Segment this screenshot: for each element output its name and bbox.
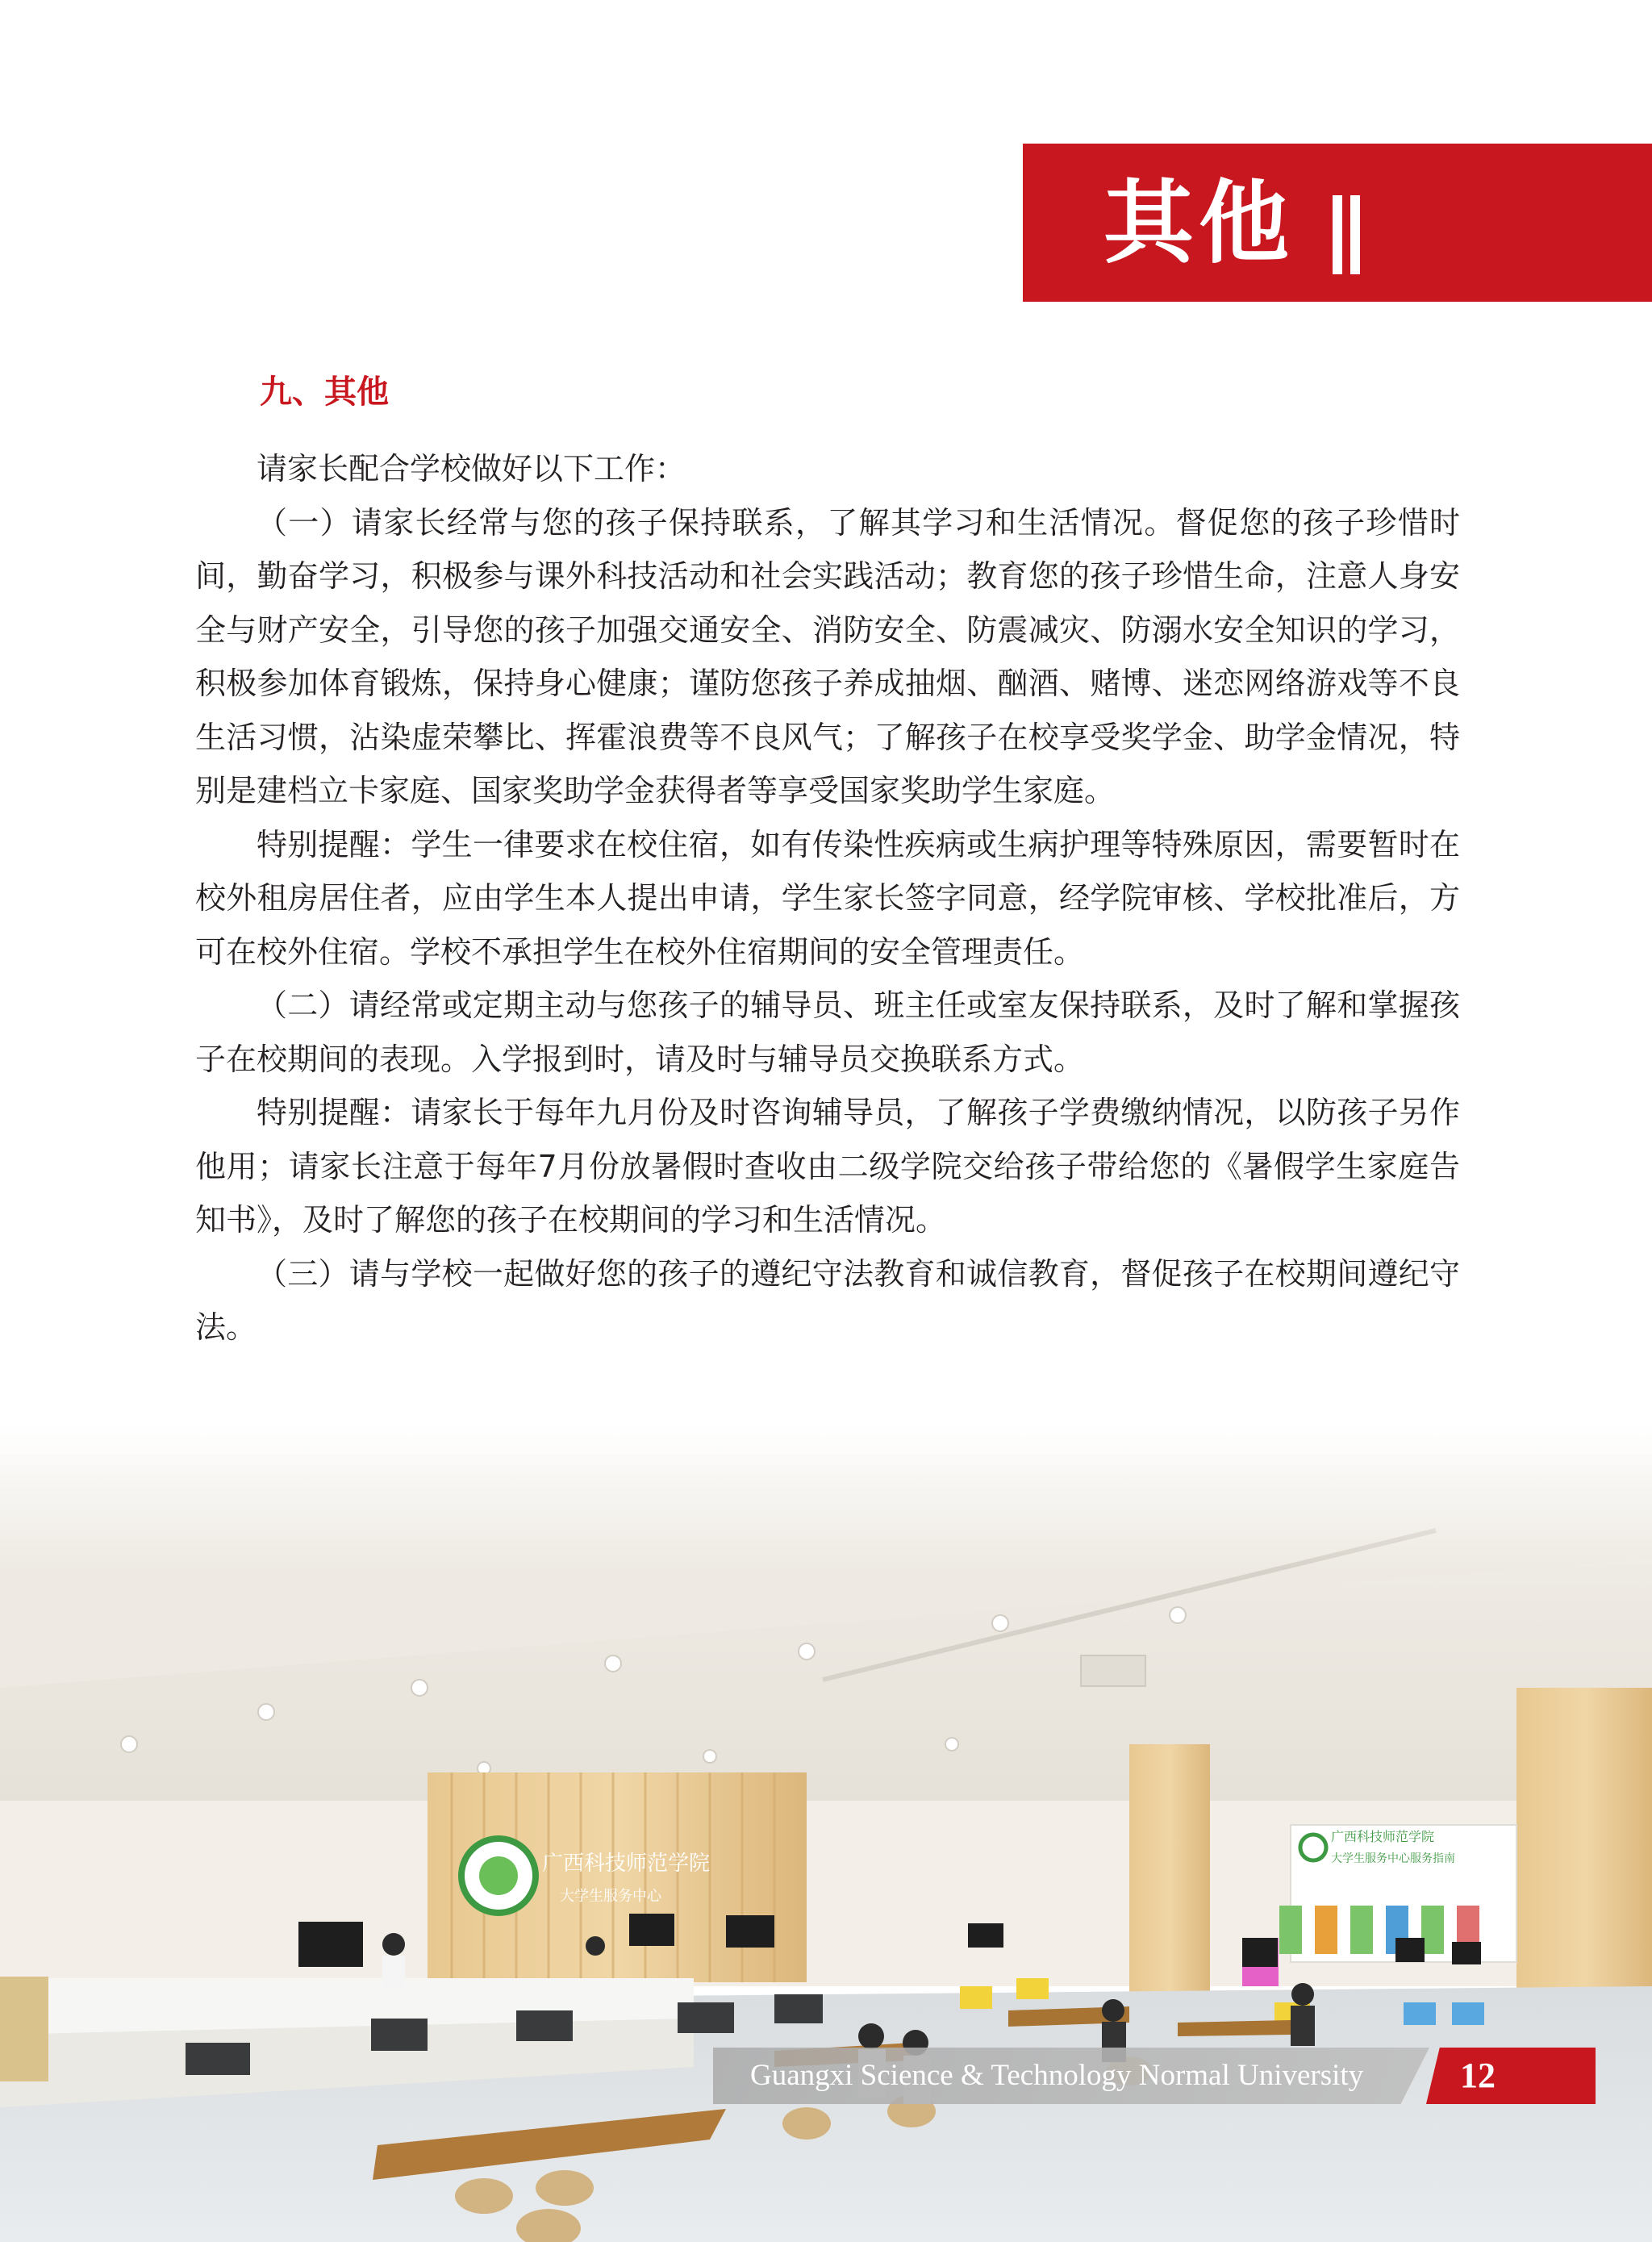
paragraph-reminder-2: 特别提醒：请家长于每年九月份及时咨询辅导员，了解孩子学费缴纳情况，以防孩子另作他用；请家长注意于每年7月份放暑假时查收由二级学院交给孩子带给您的《暑假学生家庭告知书》，及时了解您的孩子在校期间的学习和生活情况。	[195, 1095, 1460, 1238]
paragraph-intro: 请家长配合学校做好以下工作：	[257, 451, 686, 486]
university-name: Guangxi Science & Technology Normal University	[750, 2059, 1364, 2092]
body-text	[195, 442, 1460, 1355]
banner-title: 其他	[1103, 171, 1294, 276]
paragraph-item-1: （一）请家长经常与您的孩子保持联系，了解其学习和生活情况。督促您的孩子珍惜时间，勤奋学习，积极参与课外科技活动和社会实践活动；教育您的孩子珍惜生命，注意人身安全与财产安全，引导您的孩子加强交通安全、消防安全、防震减灾、防溺水安全知识的学习，积极参加体育锻炼，保持身心健康；谨防您孩子养成抽烟、酗酒、赌博、迷恋网络游戏等不良生活习惯，沾染虚荣攀比、挥霍浪费等不良风气；了解孩子在校享受奖学金、助学金情况，特别是建档立卡家庭、国家奖助学金获得者等享受国家奖助学生家庭。	[195, 504, 1460, 808]
page-number: 12	[1460, 2056, 1496, 2095]
service-center-photo	[0, 1422, 1652, 2242]
paragraph-reminder-1: 特别提醒：学生一律要求在校住宿，如有传染性疾病或生病护理等特殊原因，需要暂时在校外租房居住者，应由学生本人提出申请，学生家长签字同意，经学院审核、学校批准后，方可在校外住宿。学校不承担学生在校外住宿期间的安全管理责任。	[195, 826, 1460, 970]
section-banner	[1023, 144, 1652, 302]
paragraph-item-3: （三）请与学校一起做好您的孩子的遵纪守法教育和诚信教育，督促孩子在校期间遵纪守法。	[195, 1255, 1460, 1345]
section-heading: 九、其他	[260, 374, 389, 411]
paragraph-item-2: （二）请经常或定期主动与您孩子的辅导员、班主任或室友保持联系，及时了解和掌握孩子在校期间的表现。入学报到时，请及时与辅导员交换联系方式。	[195, 987, 1460, 1077]
